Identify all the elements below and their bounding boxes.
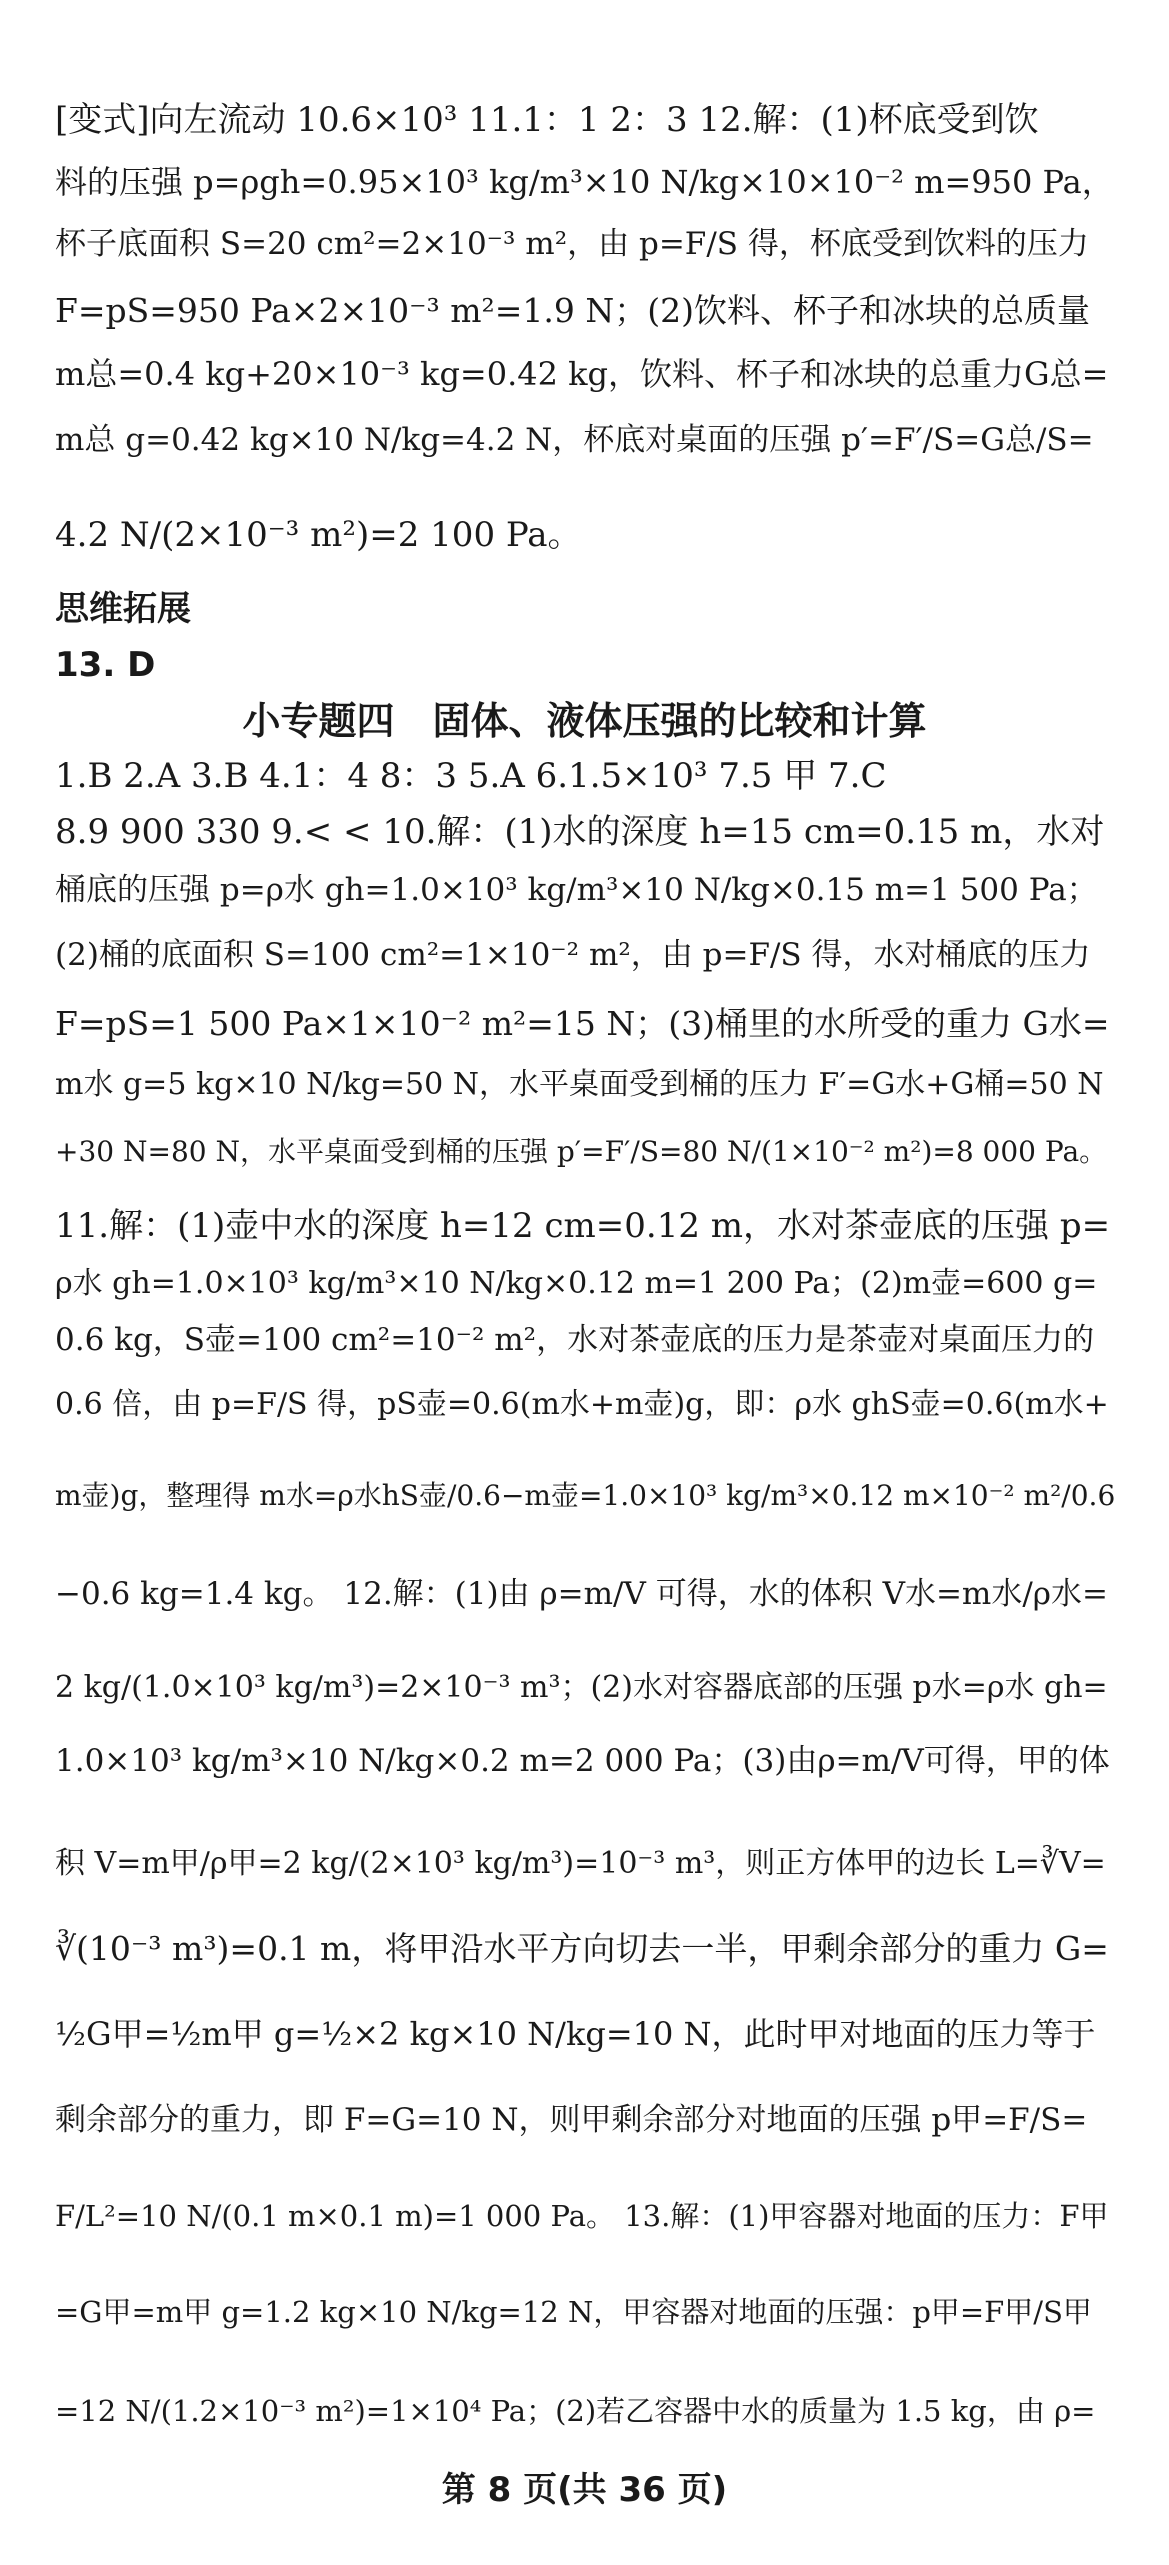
page-number: 第 8 页(共 36 页) — [441, 2470, 728, 2510]
text-line: 1.0×10³ kg/m³×10 N/kg×0.2 m=2 000 Pa；(3)由ρ=m/V可得，甲的体 — [55, 1743, 1110, 1779]
text-line: F/L²=10 N/(0.1 m×0.1 m)=1 000 Pa。 13.解：(1)甲容器对地面的压力：F甲 — [55, 2199, 1109, 2233]
text-line: [变式]向左流动 10.6×10³ 11.1：1 2：3 12.解：(1)杯底受到饮 — [55, 100, 1039, 140]
text-line: 积 V=m甲/ρ甲=2 kg/(2×10³ kg/m³)=10⁻³ m³，则正方体甲的边长 L=∛V= — [55, 1846, 1106, 1881]
text-line: m总 g=0.42 kg×10 N/kg=4.2 N，杯底对桌面的压强 p′=F′/S=G总/S= — [55, 422, 1094, 458]
text-line: 4.2 N/(2×10⁻³ m²)=2 100 Pa。 — [55, 515, 582, 555]
text-line: 11.解：(1)壶中水的深度 h=12 cm=0.12 m，水对茶壶底的压强 p= — [55, 1206, 1111, 1246]
text-line: m总=0.4 kg+20×10⁻³ kg=0.42 kg，饮料、杯子和冰块的总重力G总= — [55, 355, 1109, 393]
text-line: 1.B 2.A 3.B 4.1：4 8：3 5.A 6.1.5×10³ 7.5 甲 7.C — [55, 756, 887, 796]
text-line: 桶底的压强 p=ρ水 gh=1.0×10³ kg/m³×10 N/kg×0.15 m=1 500 Pa； — [55, 872, 1098, 908]
text-line: m水 g=5 kg×10 N/kg=50 N，水平桌面受到桶的压力 F′=G水+G桶=50 N — [55, 1067, 1104, 1102]
topic-title: 小专题四 固体、液体压强的比较和计算 — [242, 699, 927, 743]
text-line: 剩余部分的重力，即 F=G=10 N，则甲剩余部分对地面的压强 p甲=F/S= — [55, 2102, 1088, 2138]
section-answer: 13. D — [55, 645, 156, 685]
text-line: +30 N=80 N，水平桌面受到桶的压强 p′=F′/S=80 N/(1×10⁻² m²)=8 000 Pa。 — [55, 1135, 1108, 1168]
text-line: (2)桶的底面积 S=100 cm²=1×10⁻² m²，由 p=F/S 得，水对桶底的压力 — [55, 937, 1091, 973]
text-line: 8.9 900 330 9.< < 10.解：(1)水的深度 h=15 cm=0.15 m，水对 — [55, 812, 1105, 852]
text-line: ρ水 gh=1.0×10³ kg/m³×10 N/kg×0.12 m=1 200 Pa；(2)m壶=600 g= — [55, 1266, 1098, 1301]
text-line: 2 kg/(1.0×10³ kg/m³)=2×10⁻³ m³；(2)水对容器底部的压强 p水=ρ水 gh= — [55, 1670, 1108, 1705]
section-heading: 思维拓展 — [55, 589, 191, 629]
text-line: 料的压强 p=ρgh=0.95×10³ kg/m³×10 N/kg×10×10⁻² m=950 Pa， — [55, 163, 1114, 201]
text-line: 0.6 kg，S壶=100 cm²=10⁻² m²，水对茶壶底的压力是茶壶对桌面压力的 — [55, 1322, 1095, 1358]
text-line: 杯子底面积 S=20 cm²=2×10⁻³ m²，由 p=F/S 得，杯底受到饮料的压力 — [55, 226, 1089, 262]
text-line: F=pS=1 500 Pa×1×10⁻² m²=15 N；(3)桶里的水所受的重力 G水= — [55, 1004, 1110, 1043]
text-line: −0.6 kg=1.4 kg。 12.解：(1)由 ρ=m/V 可得，水的体积 V水=m水/ρ水= — [55, 1576, 1108, 1612]
text-line: =G甲=m甲 g=1.2 kg×10 N/kg=12 N，甲容器对地面的压强：p甲=F甲/S甲 — [55, 2295, 1092, 2329]
text-line: ∛(10⁻³ m³)=0.1 m，将甲沿水平方向切去一半，甲剩余部分的重力 G= — [55, 1929, 1109, 1968]
text-line: ½G甲=½m甲 g=½×2 kg×10 N/kg=10 N，此时甲对地面的压力等于 — [55, 2015, 1096, 2053]
text-line: 0.6 倍，由 p=F/S 得，pS壶=0.6(m水+m壶)g，即：ρ水 ghS壶=0.6(m水+ — [55, 1387, 1109, 1422]
text-line: m壶)g，整理得 m水=ρ水hS壶/0.6−m壶=1.0×10³ kg/m³×0.12 m×10⁻² m²/0.6 — [55, 1479, 1116, 1512]
text-line: =12 N/(1.2×10⁻³ m²)=1×10⁴ Pa；(2)若乙容器中水的质量为 1.5 kg，由 ρ= — [55, 2394, 1096, 2428]
text-line: F=pS=950 Pa×2×10⁻³ m²=1.9 N；(2)饮料、杯子和冰块的总质量 — [55, 291, 1090, 330]
